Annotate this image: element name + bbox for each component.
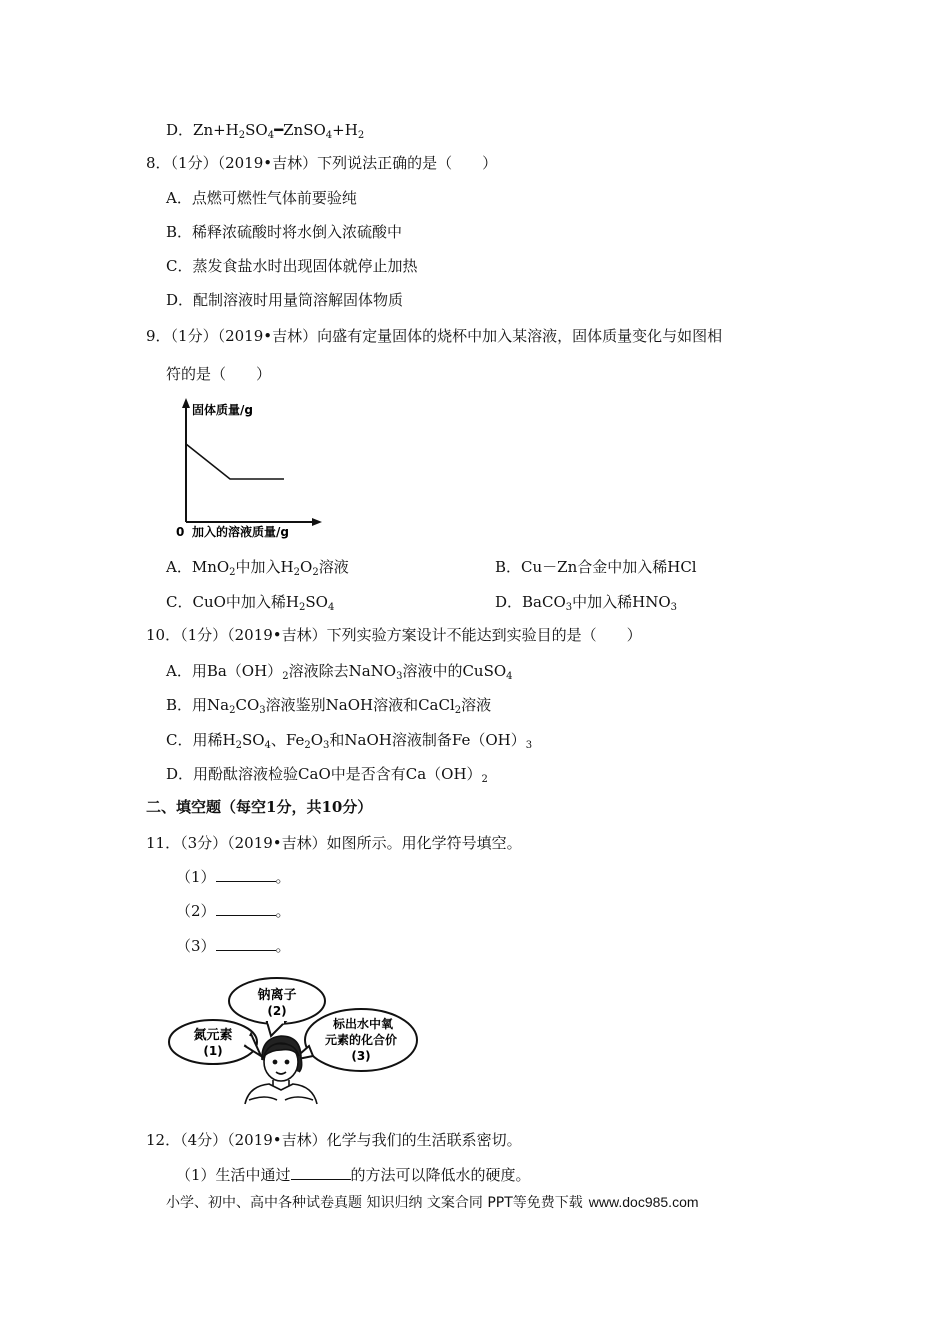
q12-stem: 12．（4分）（2019•吉林）化学与我们的生活联系密切。 (146, 1131, 522, 1149)
q10-option-d: D．用酚酞溶液检验CaO中是否含有$Ca(OH)_2$ (166, 765, 488, 785)
q9-stem-line2: 符的是（ ） (166, 365, 272, 383)
bubble-1-line2: (1) (203, 1044, 223, 1058)
bubble-2-line1: 钠离子 (257, 988, 297, 1003)
q11-illustration (165, 972, 425, 1107)
q9-option-c: C．CuO中加入稀$H_2SO_4$ (166, 593, 335, 613)
q9-option-a: A．MnO$_2$中加入$H_2O_2$溶液 (166, 558, 349, 578)
q10-stem: 10．（1分）（2019•吉林）下列实验方案设计不能达到实验目的是（ ） (146, 626, 642, 644)
q7-option-d: D．$Zn+H_2SO_4━ZnSO_4+H_2$ (166, 121, 365, 141)
q10-option-a: A．用$Ba(OH)_2$溶液除去NaNO$_3$溶液中的CuSO$_4$ (166, 662, 513, 682)
q8-stem: 8．（1分）（2019•吉林）下列说法正确的是（ ） (146, 154, 498, 172)
q8-option-b: B．稀释浓硫酸时将水倒入浓硫酸中 (166, 223, 403, 241)
section-2-title: 二、填空题（每空1分，共10分） (146, 798, 373, 816)
q9-option-d: D．BaCO$_3$中加入稀$HNO_3$ (495, 593, 678, 613)
bubble-3-line2: 元素的化合价 (324, 1033, 398, 1047)
q10-option-c: C．用稀$H_2SO_4$、$Fe_2O_3$和NaOH溶液制备$Fe(OH)_3$ (166, 731, 533, 751)
q11-stem: 11．（3分）（2019•吉林）如图所示。用化学符号填空。 (146, 834, 522, 852)
answer-blank (216, 936, 276, 951)
answer-blank (291, 1165, 351, 1180)
q12-sub-1: （1）生活中通过 的方法可以降低水的硬度。 (176, 1166, 531, 1184)
mass-curve (186, 444, 284, 479)
bubble-1-line1: 氮元素 (193, 1028, 233, 1043)
x-axis-arrow (312, 518, 322, 526)
q9-option-b: B．Cu－Zn合金中加入稀HCl (495, 558, 697, 576)
origin-label: 0 (176, 525, 185, 539)
footer-site[interactable]: www.doc985.com (588, 1194, 699, 1210)
q11-blank-3: （3） 。 (176, 937, 291, 955)
q10-option-b: B．用$Na_2CO_3$溶液鉴别NaOH溶液和CaCl$_2$溶液 (166, 696, 492, 716)
q9-graph (172, 396, 322, 544)
q11-blank-2: （2） 。 (176, 902, 291, 920)
q8-option-c: C．蒸发食盐水时出现固体就停止加热 (166, 257, 418, 275)
q11-blank-1: （1） 。 (176, 868, 291, 886)
x-axis-label: 加入的溶液质量/g (192, 525, 289, 539)
answer-blank (216, 901, 276, 916)
q9-stem-line1: 9．（1分）（2019•吉林）向盛有定量固体的烧杯中加入某溶液，固体质量变化与如图相 (146, 327, 723, 345)
y-axis-arrow (182, 398, 190, 408)
page-footer: 小学、初中、高中各种试卷真题 知识归纳 文案合同 PPT等免费下载 www.doc985.com (166, 1194, 699, 1211)
q8-option-d: D．配制溶液时用量筒溶解固体物质 (166, 291, 404, 309)
bubble-2-line2: (2) (267, 1004, 287, 1018)
bubble-3-line1: 标出水中氧 (332, 1017, 394, 1031)
answer-blank (216, 867, 276, 882)
y-axis-label: 固体质量/g (192, 403, 253, 417)
bubble-3-line3: (3) (351, 1049, 371, 1063)
q8-option-a: A．点燃可燃性气体前要验纯 (166, 189, 357, 207)
